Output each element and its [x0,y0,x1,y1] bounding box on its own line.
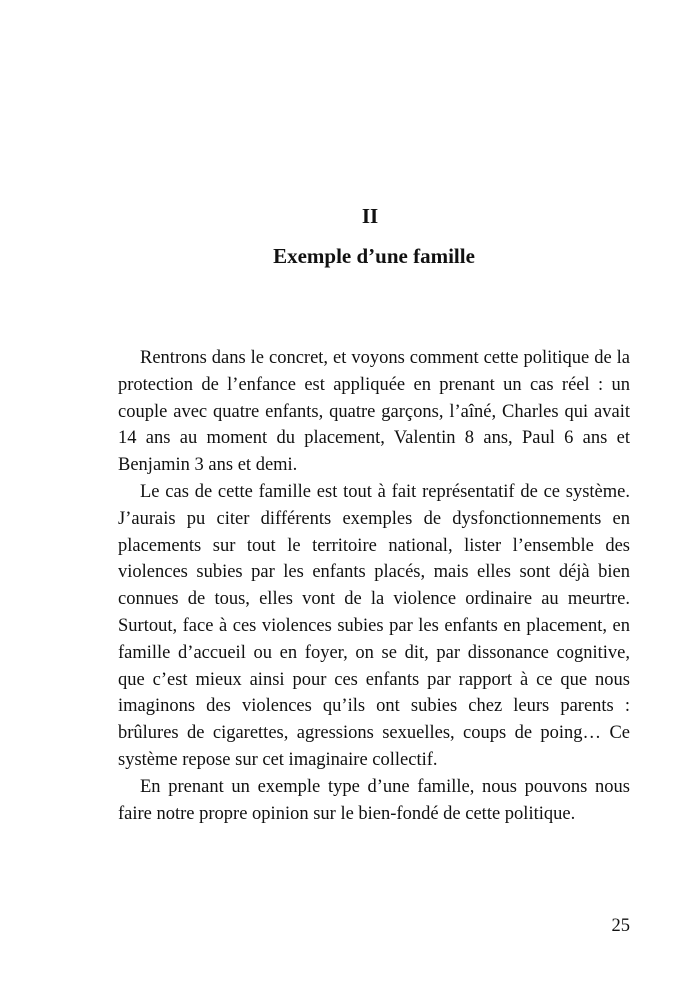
page-number: 25 [611,916,630,936]
body-text [118,345,630,827]
paragraph: Rentrons dans le concret, et voyons comment cette politique de la protection de l’enfance est appliquée en prenant un cas réel : un couple avec quatre enfants, quatre garçons, l’aîné, Charles qui avait 14 ans au moment du placement, Valentin 8 ans, Paul 6 ans et Benjamin 3 ans et demi. [118,348,630,476]
chapter-number: II [361,204,379,228]
paragraph: En prenant un exemple type d’une famille, nous pouvons nous faire notre propre opinion sur le bien-fondé de cette politique. [118,776,630,824]
chapter-title: Exemple d’une famille [273,244,475,268]
paragraph: Le cas de cette famille est tout à fait représentatif de ce système. J’aurais pu citer différents exemples de dysfonctionnements en placements sur tout le territoire national, lister l’ensemble des violences subies par les enfants placés, mais elles sont déjà bien connues de tous, elles vont de la violence ordinaire au meurtre. Surtout, face à ces violences subies par les enfants en placement, en famille d’accueil ou en foyer, on se dit, par dissonance cognitive, que c’est mieux ainsi pour ces enfants par rapport à ce que nous imaginons des violences qu’ils ont subies chez leurs parents : brûlures de cigarettes, agressions sexuelles, coups de poing… Ce système repose sur cet imaginaire collectif. [118,481,630,770]
